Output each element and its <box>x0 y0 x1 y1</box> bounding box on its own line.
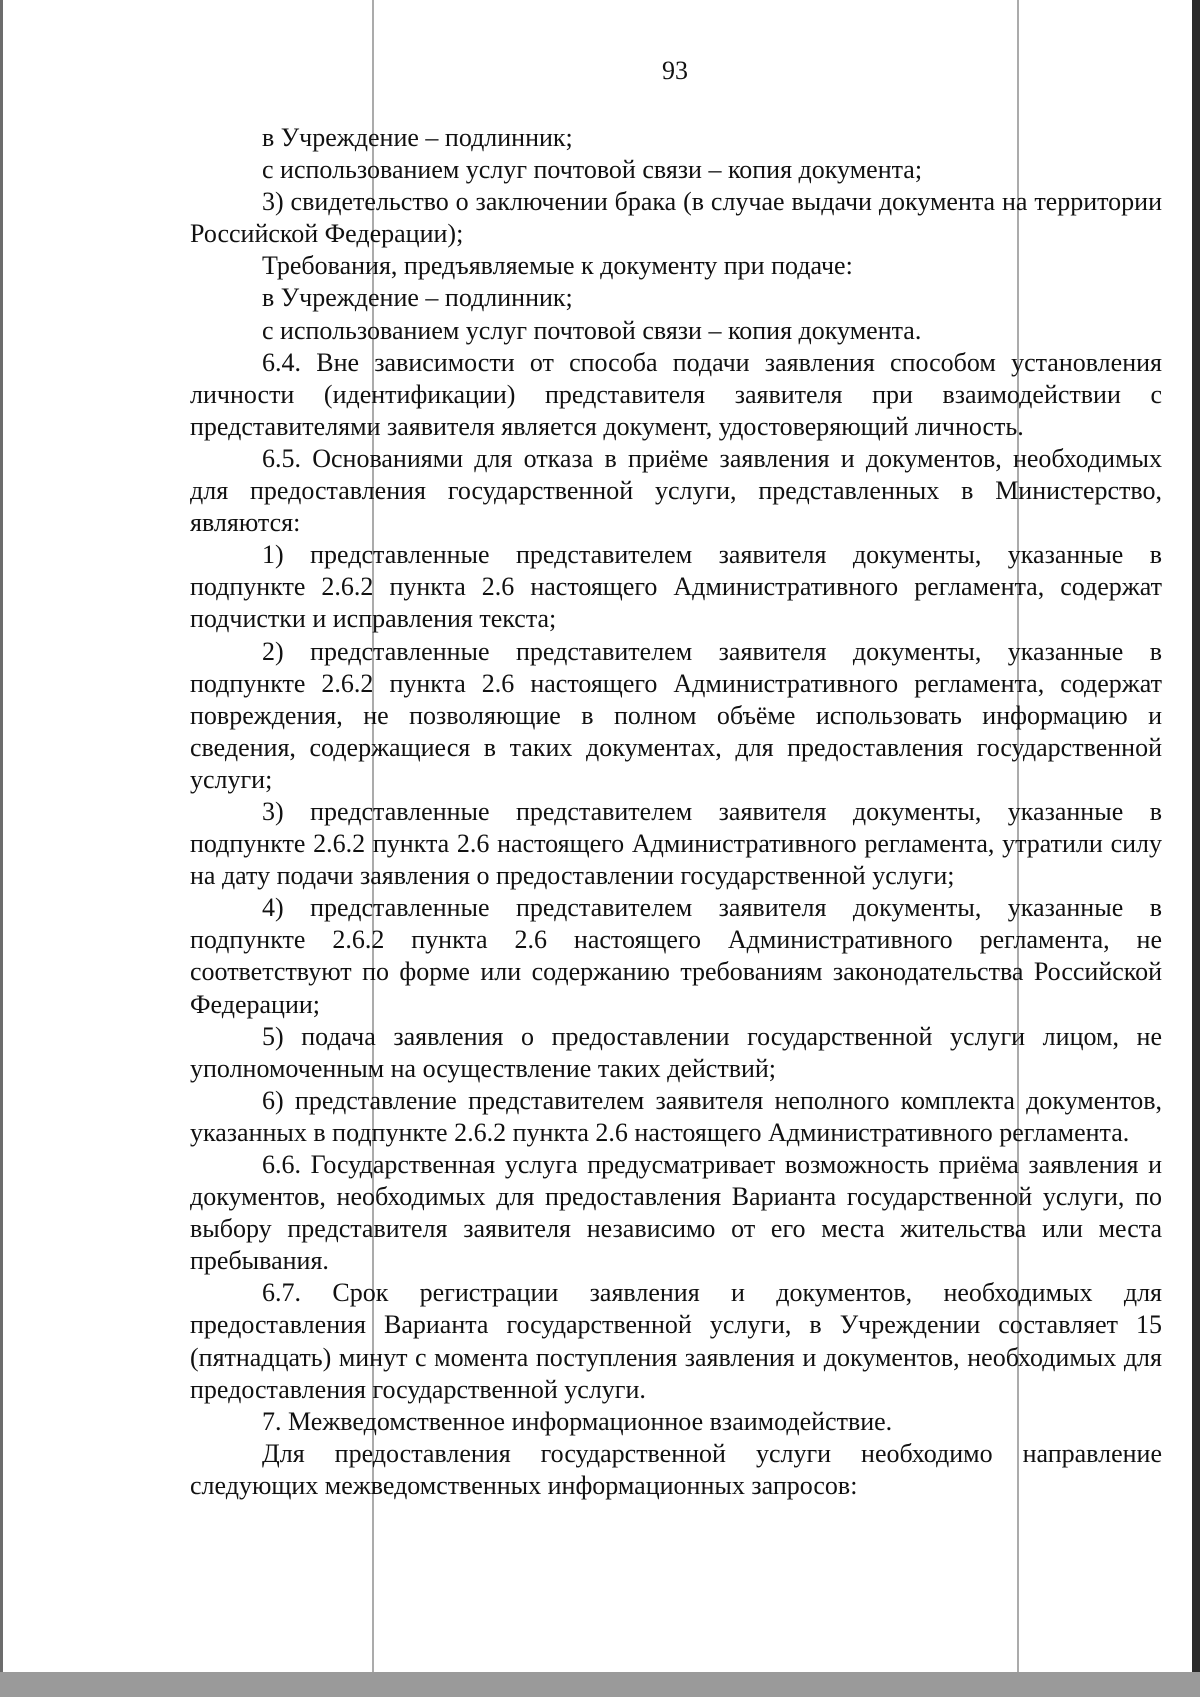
paragraph: 3) свидетельство о заключении брака (в случае выдачи документа на территории Российской Федерации); <box>190 187 1162 249</box>
page-number: 93 <box>662 56 688 85</box>
document-body <box>190 122 1162 1502</box>
paragraph: в Учреждение – подлинник; <box>262 123 573 152</box>
paragraph: 6) представление представителем заявителя неполного комплекта документов, указанных в подпункте 2.6.2 пункта 2.6 настоящего Административного регламента. <box>190 1085 1162 1147</box>
paragraph: 6.5. Основаниями для отказа в приёме заявления и документов, необходимых для предоставления государственной услуги, представленных в Министерство, являются: <box>190 443 1162 538</box>
paragraph: 6.4. Вне зависимости от способа подачи заявления способом установления личности (идентификации) представителя заявителя при взаимодействии с представителями заявителя является документ, удостоверяющий личность. <box>190 347 1162 441</box>
paragraph: Требования, предъявляемые к документу при подаче: <box>262 251 853 281</box>
paragraph: в Учреждение – подлинник; <box>262 283 573 313</box>
paragraph: 2) представленные представителем заявителя документы, указанные в подпункте 2.6.2 пункта 2.6 настоящего Административного регламента, содержат повреждения, не позволяющие в полном объёме использовать информацию и сведения, содержащиеся в таких документах, для предоставления государственной услуги; <box>190 636 1162 794</box>
paragraph: с использованием услуг почтовой связи – копия документа. <box>262 315 922 345</box>
paragraph: 5) подача заявления о предоставлении государственной услуги лицом, не уполномоченным на осуществление таких действий; <box>190 1021 1162 1083</box>
paragraph: 3) представленные представителем заявителя документы, указанные в подпункте 2.6.2 пункта 2.6 настоящего Административного регламента, утратили силу на дату подачи заявления о предоставлении государственной услуги; <box>190 796 1162 891</box>
scan-edge-left <box>0 0 3 1672</box>
scan-edge-bottom <box>0 1672 1200 1697</box>
paragraph: 4) представленные представителем заявителя документы, указанные в подпункте 2.6.2 пункта 2.6 настоящего Административного регламента, не соответствуют по форме или содержанию требованиям законодательства Российской Федерации; <box>190 893 1162 1019</box>
paragraph: 6.6. Государственная услуга предусматривает возможность приёма заявления и документов, необходимых для предоставления Варианта государственной услуги, по выбору представителя заявителя независимо от его места жительства или места пребывания. <box>190 1150 1162 1276</box>
scan-edge-right <box>1192 0 1200 1697</box>
paragraph: 1) представленные представителем заявителя документы, указанные в подпункте 2.6.2 пункта 2.6 настоящего Административного регламента, содержат подчистки и исправления текста; <box>190 540 1162 634</box>
paragraph: Для предоставления государственной услуги необходимо направление следующих межведомственных информационных запросов: <box>190 1438 1162 1500</box>
paragraph: с использованием услуг почтовой связи – копия документа; <box>262 155 923 185</box>
paragraph: 7. Межведомственное информационное взаимодействие. <box>262 1406 893 1436</box>
paragraph: 6.7. Срок регистрации заявления и документов, необходимых для предоставления Варианта государственной услуги, в Учреждении составляет 15 (пятнадцать) минут с момента поступления заявления и документов, необходимых для предоставления государственной услуги. <box>190 1278 1162 1404</box>
